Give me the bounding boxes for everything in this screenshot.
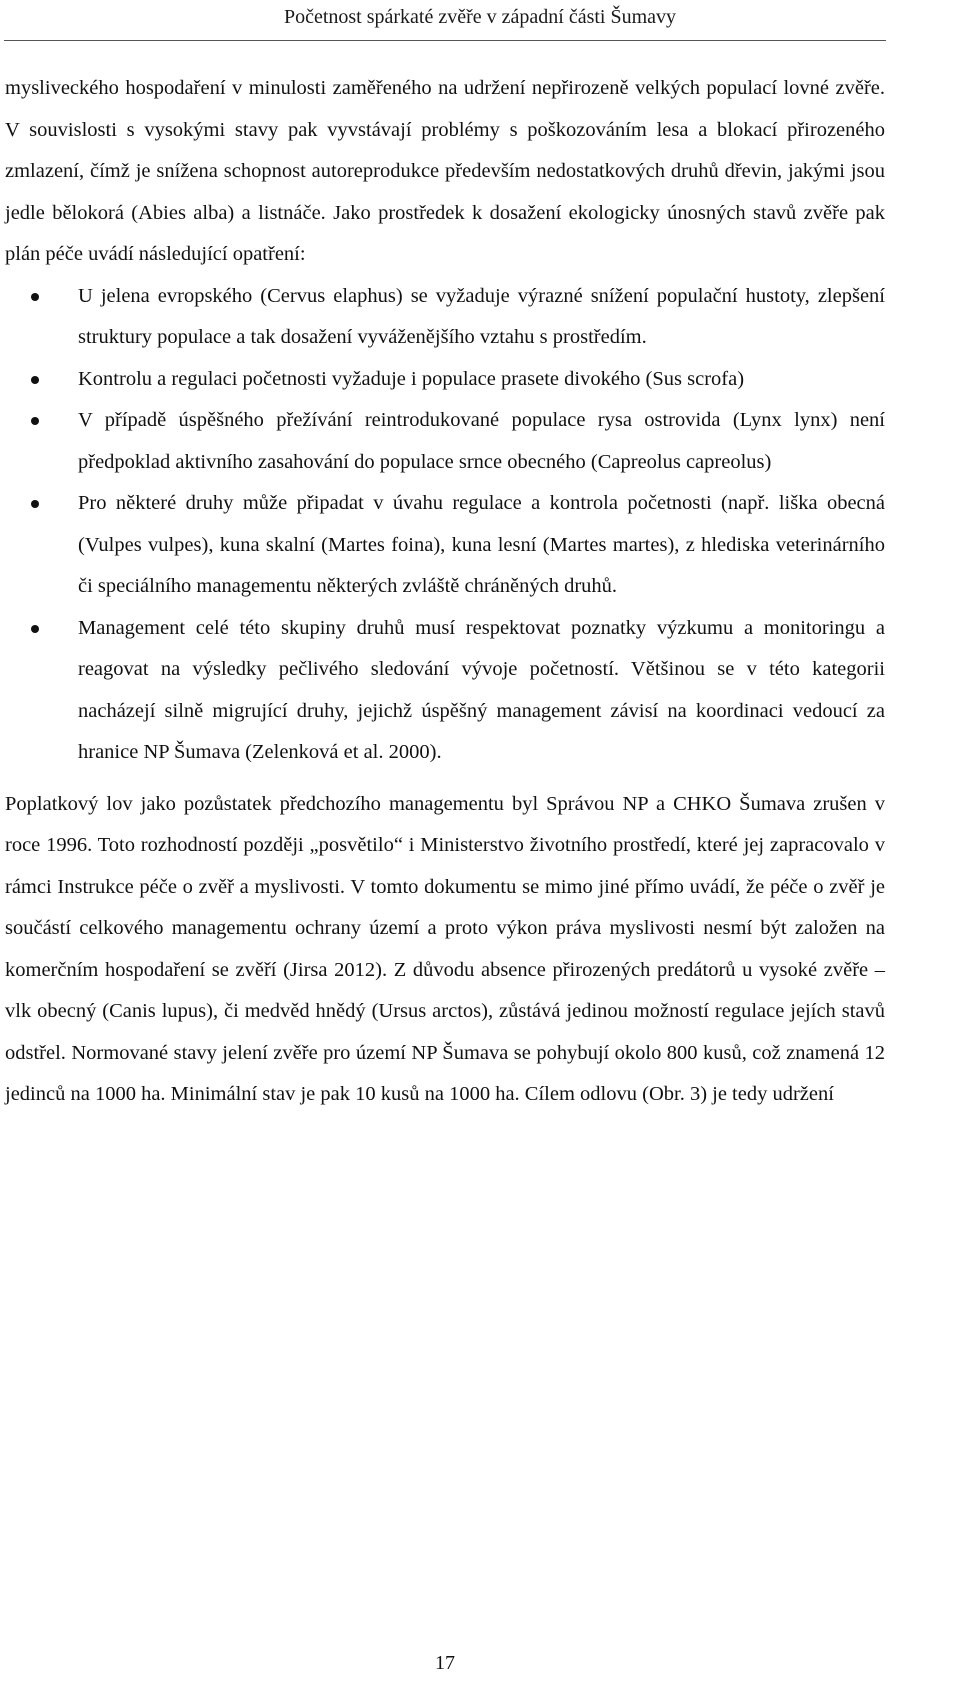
bullet-icon: [31, 376, 39, 384]
list-item: [5, 276, 885, 359]
measures-list: [5, 276, 885, 774]
list-item: [5, 359, 885, 401]
list-item: [5, 400, 885, 483]
closing-paragraph: Poplatkový lov jako pozůstatek předchozího managementu byl Správou NP a CHKO Šumava zrušen v roce 1996. Toto rozhodností později „posvětilo“ i Ministerstvo životního prostředí, které jej zapracovalo v rámci Instrukce péče o zvěř a myslivosti. V tomto dokumentu se mimo jiné přímo uvádí, že péče o zvěř je součástí celkového managementu ochrany území a proto výkon práva myslivosti nesmí být založen na komerčním hospodaření se zvěří (Jirsa 2012). Z důvodu absence přirozených predátorů u vysoké zvěře – vlk obecný (Canis lupus), či medvěd hnědý (Ursus arctos), zůstává jedinou možností regulace jejích stavů odstřel. Normované stavy jelení zvěře pro území NP Šumava se pohybují okolo 800 kusů, což znamená 12 jedinců na 1000 ha. Minimální stav je pak 10 kusů na 1000 ha. Cílem odlovu (Obr. 3) je tedy udržení: [5, 792, 885, 1105]
header-rule: [4, 40, 886, 41]
running-header: Početnost spárkaté zvěře v západní části Šumavy: [283, 6, 677, 28]
list-item-text: Management celé této skupiny druhů musí respektovat poznatky výzkumu a monitoringu a reagovat na výsledky pečlivého sledování vývoje početností. Většinou se v této kategorii nacházejí silně migrující druhy, jejichž úspěšný management závisí na koordinaci vedoucí za hranice NP Šumava (Zelenková et al. 2000).: [78, 616, 885, 763]
list-item-text: V případě úspěšného přežívání reintrodukované populace rysa ostrovida (Lynx lynx) není předpoklad aktivního zasahování do populace srnce obecného (Capreolus capreolus): [78, 409, 885, 473]
bullet-icon: [31, 500, 39, 508]
list-item-text: U jelena evropského (Cervus elaphus) se vyžaduje výrazné snížení populační hustoty, zlepšení struktury populace a tak dosažení vyváženějšího vztahu s prostředím.: [78, 284, 885, 348]
page-number: 17: [435, 1652, 455, 1674]
bullet-icon: [31, 293, 39, 301]
bullet-icon: [31, 625, 39, 633]
intro-paragraph: mysliveckého hospodaření v minulosti zaměřeného na udržení nepřirozeně velkých populací lovné zvěře. V souvislosti s vysokými stavy pak vyvstávají problémy s poškozováním lesa a blokací přirozeného zmlazení, čímž je snížena schopnost autoreprodukce především nedostatkových druhů dřevin, jakými jsou jedle bělokorá (Abies alba) a listnáče. Jako prostředek k dosažení ekologicky únosných stavů zvěře pak plán péče uvádí následující opatření:: [5, 77, 885, 265]
list-item-text: Pro některé druhy může připadat v úvahu regulace a kontrola početnosti (např. liška obecná (Vulpes vulpes), kuna skalní (Martes foina), kuna lesní (Martes martes), z hlediska veterinárního či speciálního managementu některých zvláště chráněných druhů.: [78, 492, 885, 597]
bullet-icon: [31, 417, 39, 425]
body-text: [5, 68, 885, 1116]
list-item: [5, 608, 885, 774]
list-item: [5, 483, 885, 608]
list-item-text: Kontrolu a regulaci početnosti vyžaduje i populace prasete divokého (Sus scrofa): [78, 367, 745, 390]
